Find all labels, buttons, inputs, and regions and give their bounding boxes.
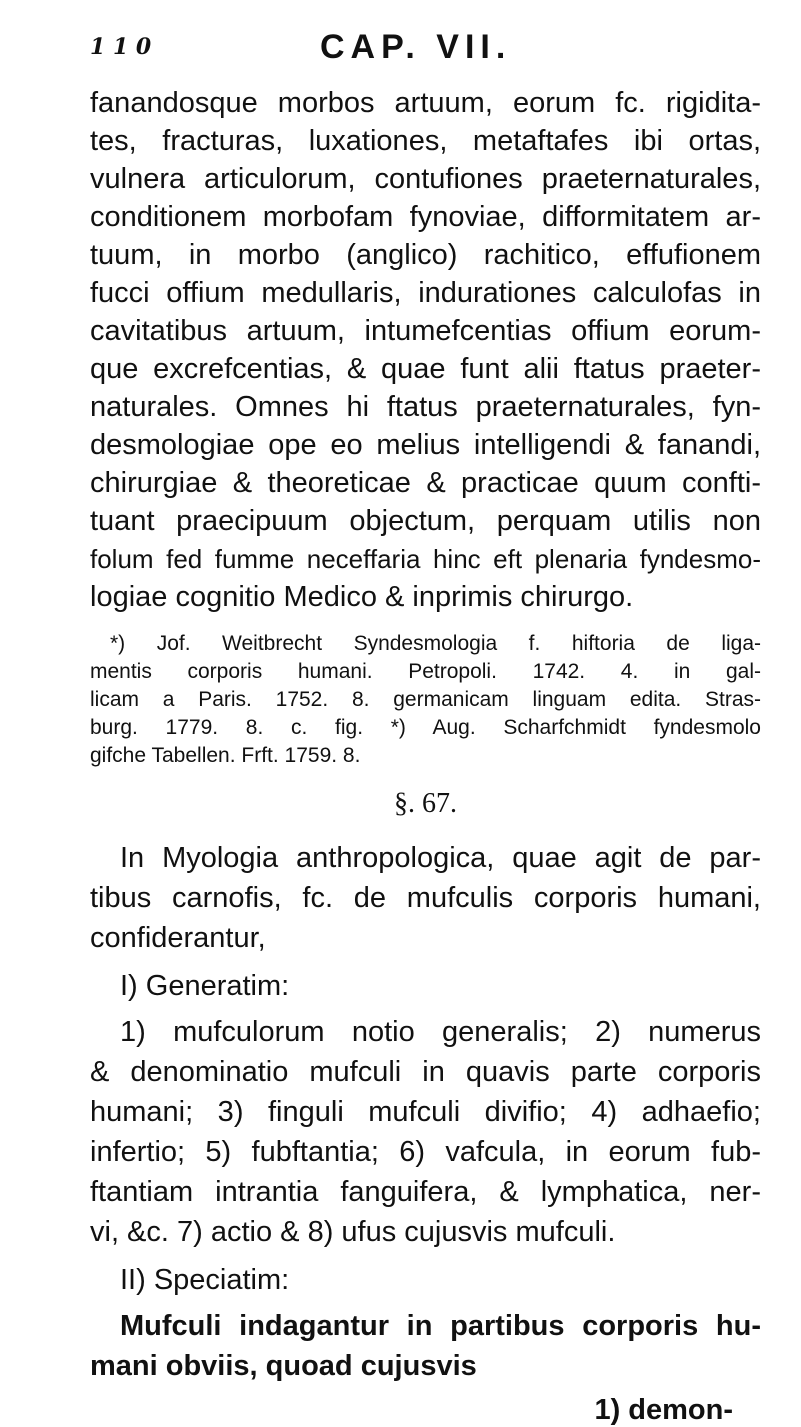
text-line: infertio; 5) fubftantia; 6) vafcula, in eorum fub- bbox=[90, 1136, 761, 1168]
text-line: ftantiam intrantia fanguifera, & lymphatica, ner- bbox=[90, 1176, 761, 1208]
page-number: 1 1 0 bbox=[90, 34, 152, 60]
text-line: tes, fracturas, luxationes, metaftafes ibi ortas, bbox=[90, 125, 761, 157]
main-paragraph bbox=[90, 84, 761, 616]
footnote-line: *) Jof. Weitbrecht Syndesmologia f. hiftoria de liga- bbox=[110, 632, 761, 655]
generatim-list bbox=[90, 1012, 761, 1252]
text-line: conditionem morbofam fynoviae, difformitatem ar- bbox=[90, 201, 761, 233]
text-line: Mufculi indagantur in partibus corporis hu- bbox=[120, 1310, 761, 1342]
text-line: 1) mufculorum notio generalis; 2) numerus bbox=[120, 1016, 761, 1048]
text-line: desmologiae ope eo melius intelligendi & fanandi, bbox=[90, 429, 761, 461]
speciatim-paragraph bbox=[90, 1306, 761, 1386]
footnote-line: licam a Paris. 1752. 8. germanicam linguam edita. Stras- bbox=[90, 688, 761, 711]
text-line: vi, &c. 7) actio & 8) ufus cujusvis mufculi. bbox=[90, 1216, 616, 1248]
text-line: humani; 3) finguli mufculi divifio; 4) adhaefio; bbox=[90, 1096, 761, 1128]
text-line: fucci offium medullaris, indurationes calculofas in bbox=[90, 277, 761, 309]
page-header bbox=[90, 28, 761, 68]
text-line: vulnera articulorum, contufiones praeternaturales, bbox=[90, 163, 761, 195]
text-line: In Myologia anthropologica, quae agit de par- bbox=[120, 842, 761, 874]
text-line: logiae cognitio Medico & inprimis chirurgo. bbox=[90, 581, 634, 613]
text-line: tibus carnofis, fc. de mufculis corporis humani, bbox=[90, 882, 761, 914]
text-line: fanandosque morbos artuum, eorum fc. rigidita- bbox=[90, 87, 761, 119]
text-line: que excrefcentias, & quae funt alii ftatus praeter- bbox=[90, 353, 761, 385]
text-line: folum fed fumme neceffaria hinc eft plenaria fyndesmo- bbox=[90, 544, 761, 574]
text-line: mani obviis, quoad cujusvis bbox=[90, 1350, 477, 1382]
text-line: tuum, in morbo (anglico) rachitico, effufionem bbox=[90, 239, 761, 271]
footnote-line: mentis corporis humani. Petropoli. 1742. 4. in gal- bbox=[90, 660, 761, 683]
text-line: chirurgiae & theoreticae & practicae quum confti- bbox=[90, 467, 761, 499]
footnote bbox=[90, 630, 761, 770]
footnote-line: burg. 1779. 8. c. fig. *) Aug. Scharfchmidt fyndesmolo bbox=[90, 716, 761, 739]
footnote-line: gifche Tabellen. Frft. 1759. 8. bbox=[90, 744, 361, 767]
section-paragraph bbox=[90, 838, 761, 958]
speciatim-heading: II) Speciatim: bbox=[120, 1264, 290, 1296]
catchword: 1) demon- bbox=[594, 1394, 733, 1426]
text-line: naturales. Omnes hi ftatus praeternaturales, fyn- bbox=[90, 391, 761, 423]
section-number: §. 67. bbox=[394, 788, 457, 819]
text-line: & denominatio mufculi in quavis parte corporis bbox=[90, 1056, 761, 1088]
text-line: cavitatibus artuum, intumefcentias offium eorum- bbox=[90, 315, 761, 347]
running-head: CAP. VII. bbox=[320, 28, 512, 66]
text-line: tuant praecipuum objectum, perquam utilis non bbox=[90, 505, 761, 537]
text-line: confiderantur, bbox=[90, 922, 266, 954]
generatim-heading: I) Generatim: bbox=[120, 970, 290, 1002]
